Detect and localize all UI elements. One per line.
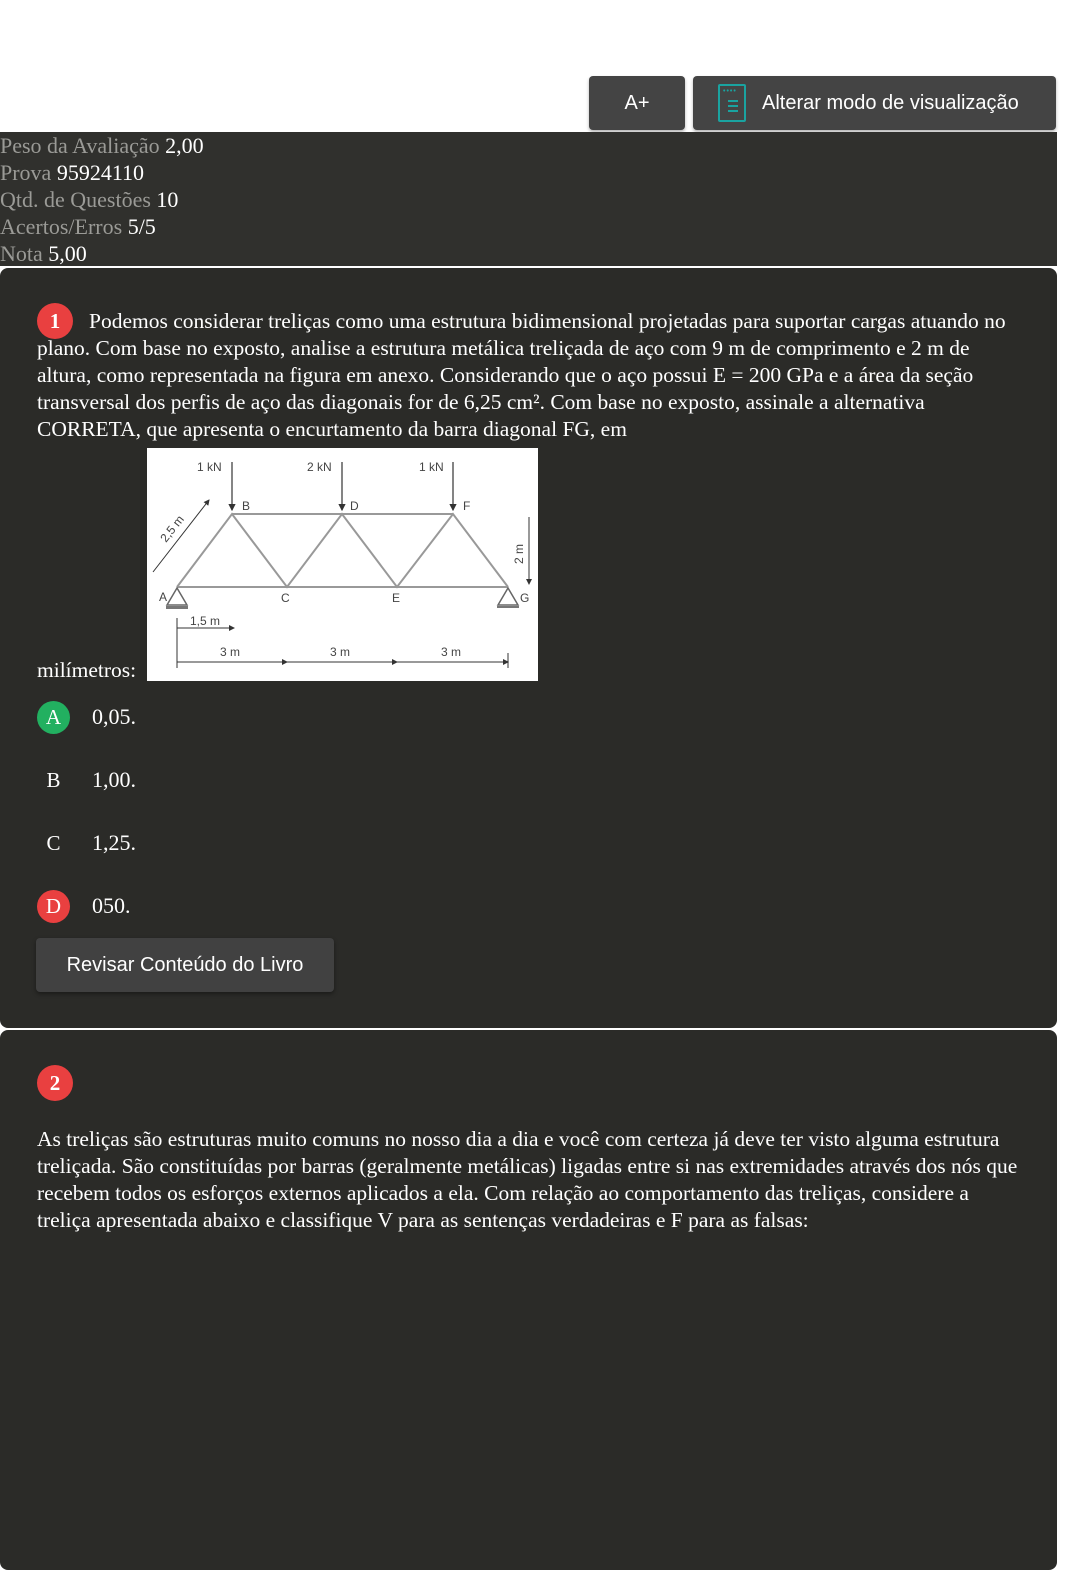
question-text: Podemos considerar treliças como uma estrutura bidimensional projetadas para suportar cargas atuando no plano. Com base no exposto, analise a estrutura metálica treliçada de aço com 9 m de comprimento e 2 m de altura, como representada na figura em anexo. Considerando que o aço possui E = 200 GPa e a área da seção transversal dos perfis de aço das diagonais for de 6,25 cm². Com base no exposto, assinale a alternativa CORRETA, que apresenta o encurtamento da barra diagonal FG, em (37, 309, 1006, 441)
question-number-badge: 2 (37, 1065, 73, 1101)
node-label: E (392, 591, 401, 605)
option-c[interactable] (37, 826, 136, 860)
option-letter-correct: A (37, 701, 70, 734)
info-value: 95924110 (56, 160, 145, 185)
node-label: B (242, 499, 251, 513)
document-view-icon: •••• (718, 84, 746, 122)
option-text: 1,25. (92, 830, 136, 855)
view-mode-label: Alterar modo de visualização (762, 91, 1019, 114)
node-label: C (281, 591, 290, 605)
node-label: A (159, 590, 168, 604)
load-label: 1 kN (419, 460, 444, 474)
dimension-label: 1,5 m (190, 614, 221, 628)
info-value: 5/5 (127, 214, 156, 239)
option-text: 1,00. (92, 767, 136, 792)
info-label: Nota (0, 241, 43, 266)
info-label: Qtd. de Questões (0, 187, 151, 212)
info-label: Peso da Avaliação (0, 133, 160, 158)
font-increase-label: A+ (624, 91, 650, 114)
info-value: 10 (156, 187, 179, 212)
option-text: 0,05. (92, 704, 136, 729)
question-number-badge: 1 (37, 303, 73, 339)
dimension-label: 2,5 m (157, 512, 187, 545)
dimension-label: 3 m (330, 645, 351, 659)
node-label: G (520, 591, 530, 605)
dimension-label: 2 m (512, 543, 526, 564)
info-row-weight (0, 132, 1057, 159)
dimension-label: 3 m (220, 645, 241, 659)
load-label: 2 kN (307, 460, 332, 474)
question-card-2 (0, 1030, 1057, 1570)
option-text: 050. (92, 893, 131, 918)
question-text: As treliças são estruturas muito comuns no nosso dia a dia e você com certeza já deve ter visto alguma estrutura treliçada. São constituídas por barras (geralmente metálicas) ligadas entre si nas extremidades através dos nós que recebem todos os esforços externos aplicados a ela. Com relação ao comportamento das treliças, considere a treliça apresentada abaixo e classifique V para as sentenças verdadeiras e F para as falsas: (37, 1127, 1018, 1232)
option-letter-wrong: D (37, 890, 70, 923)
question-text-end: milímetros: (37, 658, 137, 682)
support-icons (167, 588, 518, 605)
option-letter: C (46, 830, 61, 855)
exam-info-panel (0, 132, 1057, 266)
info-value: 2,00 (165, 133, 204, 158)
node-label: D (350, 499, 359, 513)
font-increase-button[interactable] (589, 76, 685, 130)
info-row-grade (0, 240, 1057, 267)
truss-members (177, 514, 508, 587)
option-a[interactable] (37, 700, 136, 734)
view-mode-button[interactable] (693, 76, 1056, 130)
info-row-questions (0, 186, 1057, 213)
info-row-score-ratio (0, 213, 1057, 240)
load-label: 1 kN (197, 460, 222, 474)
dimension-lines (153, 500, 529, 668)
info-value: 5,00 (48, 241, 87, 266)
info-row-exam (0, 159, 1057, 186)
review-book-button[interactable]: Revisar Conteúdo do Livro (36, 938, 334, 992)
option-b[interactable] (37, 763, 136, 797)
dimension-label: 3 m (441, 645, 462, 659)
info-label: Prova (0, 160, 52, 185)
option-d[interactable] (37, 889, 131, 923)
node-label: F (463, 499, 471, 513)
truss-figure (147, 448, 538, 681)
info-label: Acertos/Erros (0, 214, 123, 239)
question-card-1 (0, 268, 1057, 1028)
option-letter: B (46, 767, 61, 792)
